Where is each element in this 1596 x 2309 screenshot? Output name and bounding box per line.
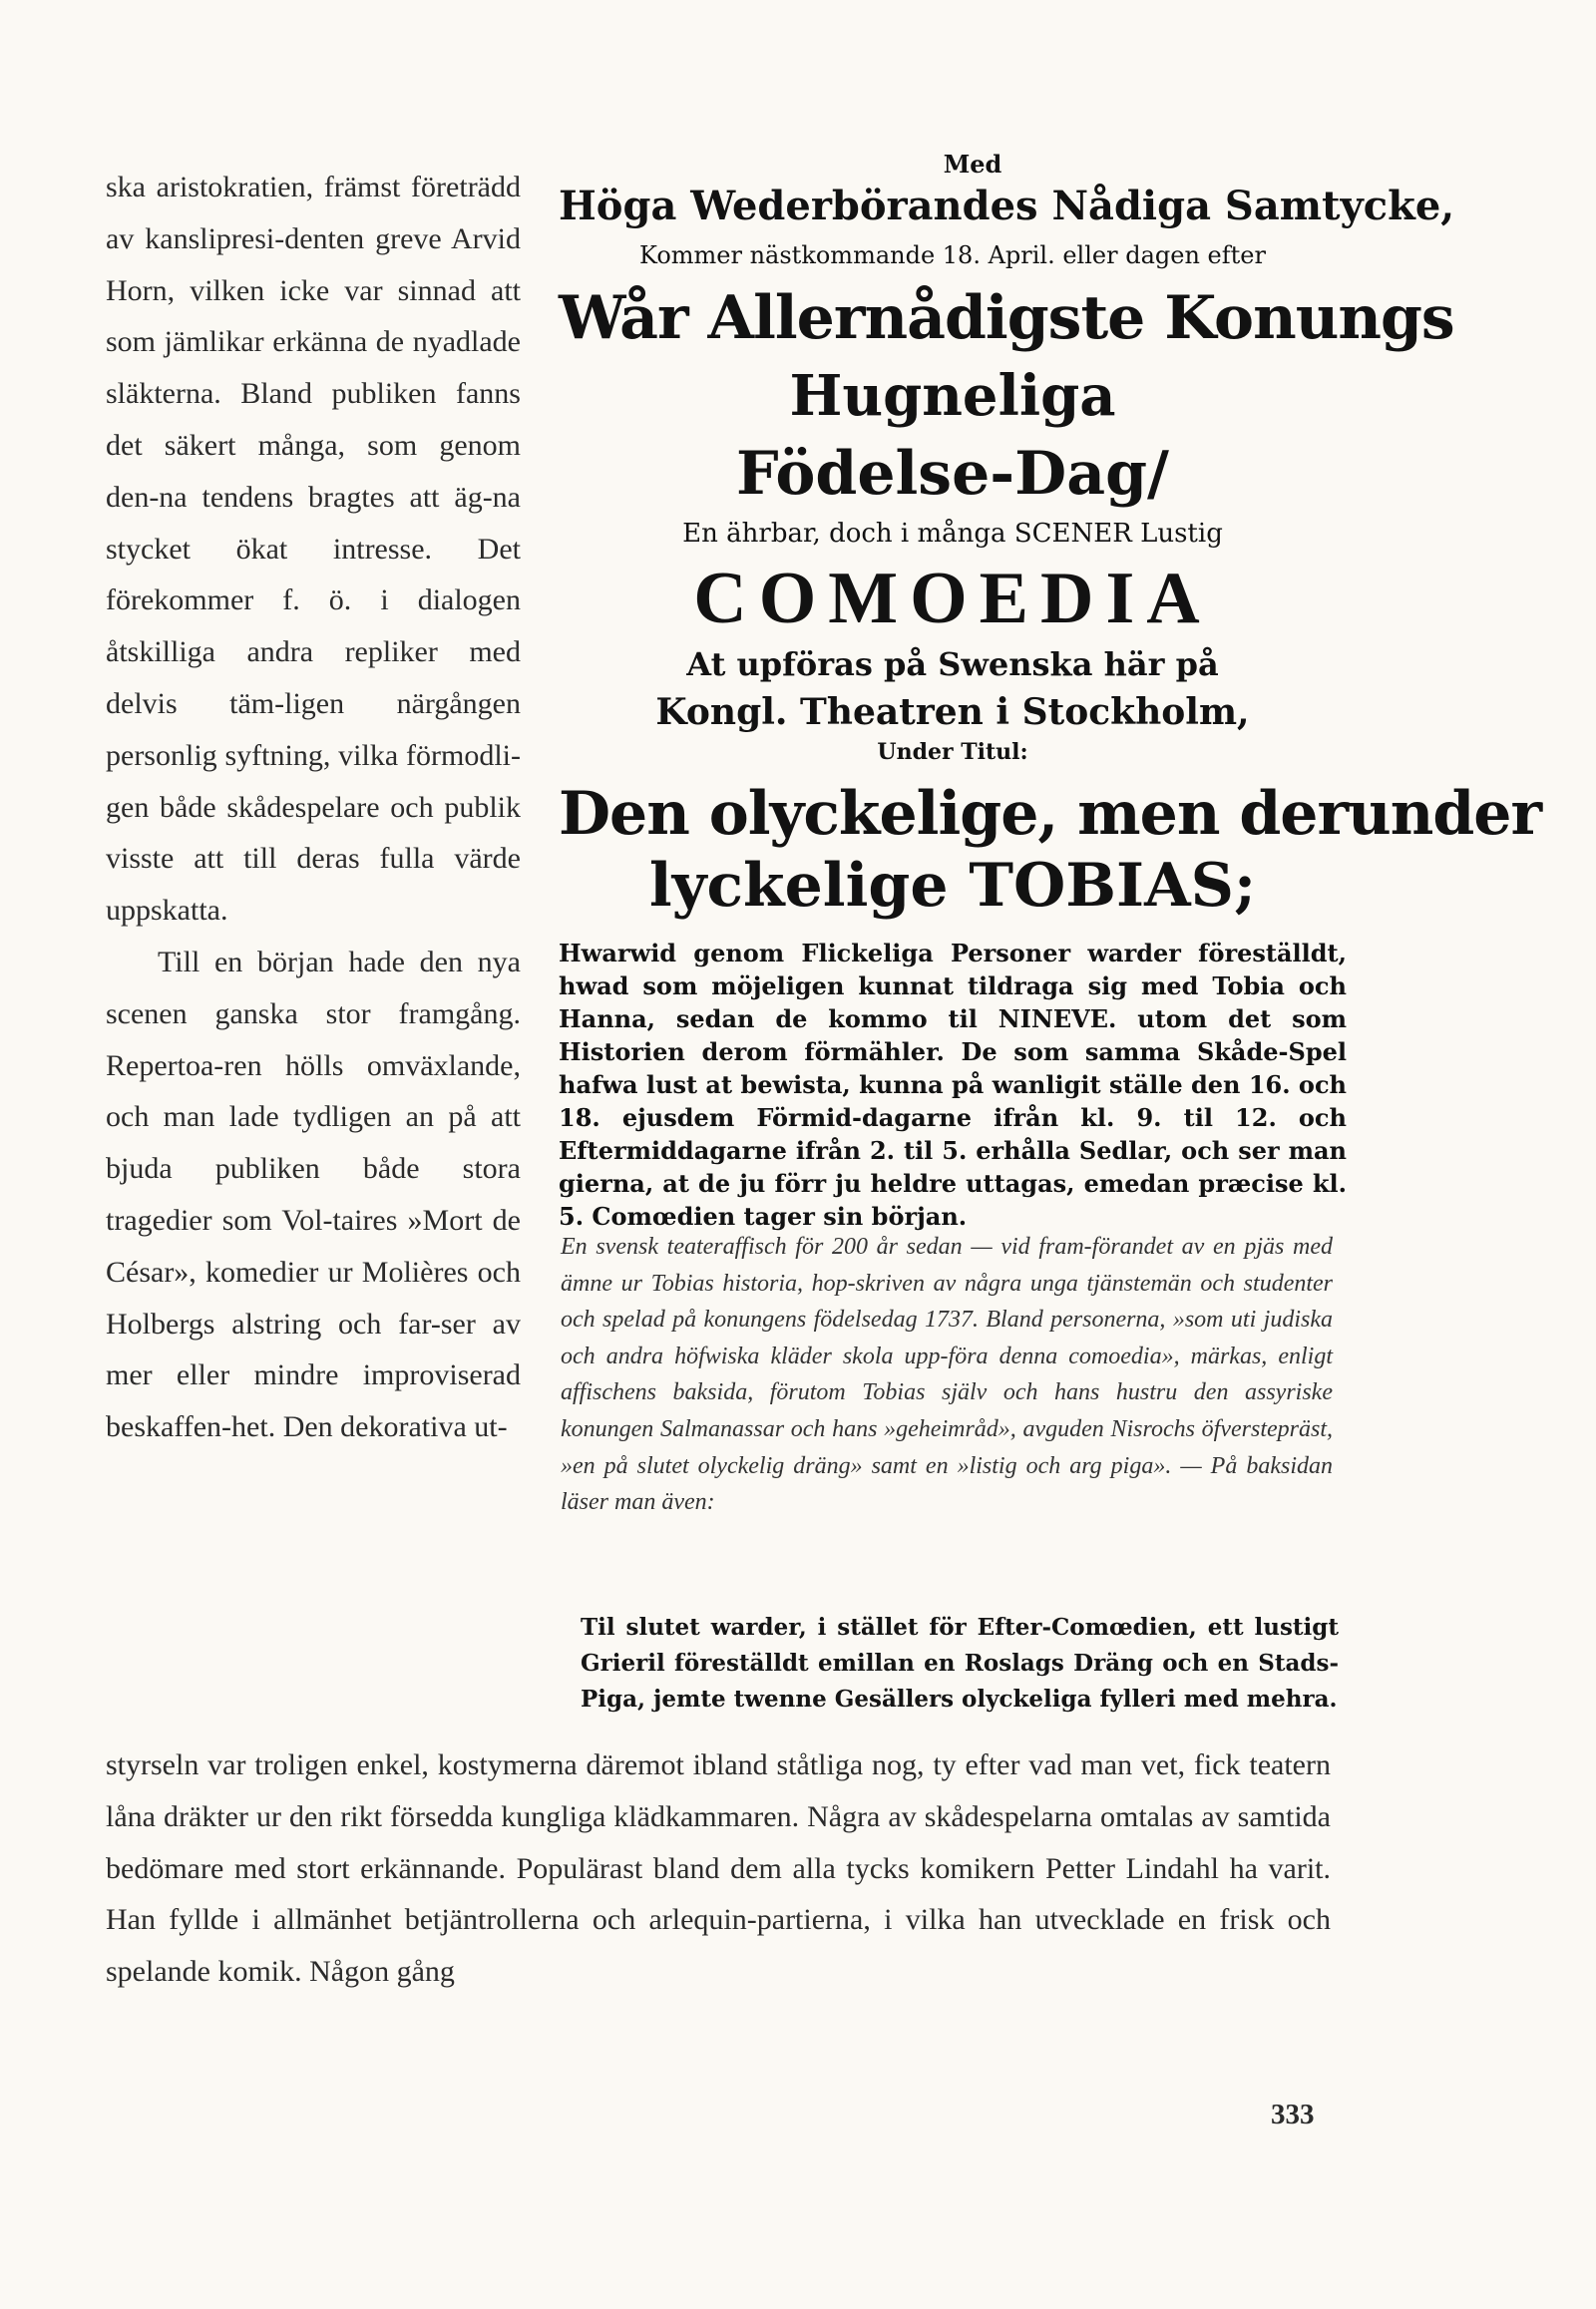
poster-line: Födelse-Dag/	[736, 439, 1169, 509]
poster-line: En ährbar, doch i många SCENER Lustig	[682, 519, 1223, 549]
poster-line: lyckelige TOBIAS;	[648, 851, 1257, 921]
page-number: 333	[1271, 2099, 1315, 2130]
paragraph: Till en början hade den nya scenen ganska stor framgång. Repertoa-ren hölls omväxlande, och man lade tydligen an på att bjuda publiken både stora tragedier som Vol-taires »Mort de César», komedier ur Molières och Holbergs alstring och far-ser av mer eller mindre improviserad beskaffen-het. Den dekorativa ut-	[106, 945, 521, 1444]
caption-text: En svensk teateraffisch för 200 år sedan — vid fram-förandet av en pjäs med ämne ur Tobias historia, hop-skriven av några unga tjänstemän och studenter och spelad på konungens födelsedag 1737. Bland personerna, »som uti judiska och andra höfwiska kläder skola upp-föra denna comoedia», märkas, enligt affischens baksida, förutom Tobias själv och hans hustru den assyriske konungen Salmanassar och hans »geheimråd», avguden Nisrochs öfverstepräst, »en på slutet olyckelig dräng» samt en »listig och arg piga». — På baksidan läser man även:	[561, 1234, 1333, 1516]
poster-line: At upföras på Swenska här på	[686, 645, 1219, 683]
poster-line: Kongl. Theatren i Stockholm,	[655, 691, 1250, 733]
poster-line: Höga Wederbörandes Nådiga Samtycke,	[559, 183, 1455, 229]
paragraph: ska aristokratien, främst företrädd av kanslipresi-denten greve Arvid Horn, vilken icke var sinnad att som jämlikar erkänna de nyadlade släkterna. Bland publiken fanns det säkert många, som genom den-na tendens bragtes att äg-na stycket ökat intresse. Det förekommer f. ö. i dialogen åtskilliga andra repliker med delvis täm-ligen närgången personlig syftning, vilka förmodli-gen både skådespelare och publik visste att till deras fulla värde uppskatta.	[106, 171, 521, 928]
poster-line: Hugneliga	[789, 363, 1116, 429]
poster-title: COMOEDIA	[693, 558, 1212, 639]
poster-backside-extract: Til slutet warder, i stället för Efter-Comœdien, ett lustigt Grieril föreställdt emillan en Roslags Dräng och en Stads-Piga, jemte twenne Gesällers olyckeliga fylleri med mehra.	[581, 1614, 1339, 1713]
poster-body: Hwarwid genom Flickeliga Personer warder föreställdt, hwad som möjeligen kunnat tildraga sig med Tobia och Hanna, sedan de kommo til NINEVE. utom det som Historien derom förmähler. De som samma Skåde-Spel hafwa lust at bewista, kunna på wanligit ställe den 16. och 18. ejusdem Förmid-dagarne ifrån kl. 9. til 12. och Eftermiddagarne ifrån 2. til 5. erhålla Sedlar, och ser man gierna, at de ju förr ju heldre uttagas, emedan præcise kl. 5. Comœdien tager sin början.	[559, 939, 1347, 1231]
theatre-poster-reproduction	[559, 150, 1542, 1233]
image-caption	[561, 1229, 1333, 1521]
poster-line: Den olyckelige, men derunder	[559, 779, 1542, 849]
poster-line: Under Titul:	[877, 739, 1028, 765]
poster-line: Med	[943, 150, 1002, 179]
left-column-text	[106, 162, 521, 1453]
poster-line: Wår Allernådigste Konungs	[559, 283, 1454, 353]
poster-line: Kommer nästkommande 18. April. eller dagen efter	[639, 241, 1266, 269]
full-width-text: styrseln var troligen enkel, kostymerna däremot ibland ståtliga nog, ty efter vad man vet, fick teatern låna dräkter ur den rikt försedda kungliga klädkammaren. Några av skådespelarna omtalas av samtida bedömare med stort erkännande. Populärast bland dem alla tycks komikern Petter Lindahl ha varit. Han fyllde i allmänhet betjäntrollerna och arlequin-partierna, i vilka han utvecklade en frisk och spelande komik. Någon gång	[106, 1748, 1331, 1989]
